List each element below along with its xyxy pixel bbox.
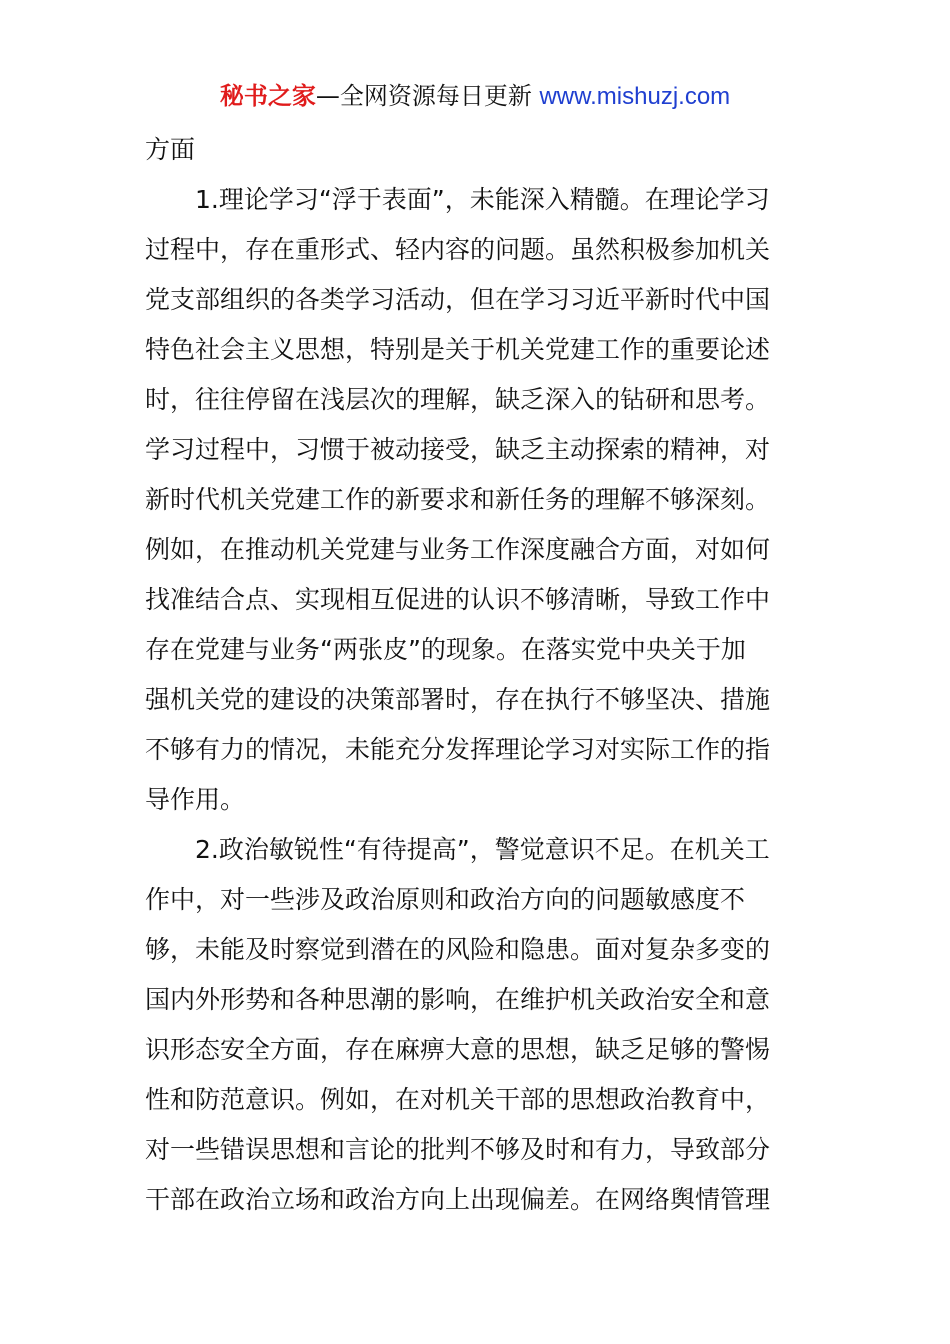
text-line: 时，往往停留在浅层次的理解，缺乏深入的钻研和思考。 — [145, 385, 771, 414]
text-line: 导作用。 — [145, 785, 246, 814]
text-line: 存在党建与业务“两张皮”的现象。在落实党中央关于加 — [145, 635, 746, 664]
text-line: 作中，对一些涉及政治原则和政治方向的问题敏感度不 — [145, 885, 746, 914]
text-line: 2.政治敏锐性“有待提高”，警觉意识不足。在机关工 — [145, 835, 770, 864]
text-line: 强机关党的建设的决策部署时，存在执行不够坚决、措施 — [145, 685, 771, 714]
site-url-link[interactable]: www.mishuzj.com — [539, 83, 731, 110]
text-line: 识形态安全方面，存在麻痹大意的思想，缺乏足够的警惕 — [145, 1035, 771, 1064]
text-line: 找准结合点、实现相互促进的认识不够清晰，导致工作中 — [145, 585, 771, 614]
text-line: 干部在政治立场和政治方向上出现偏差。在网络舆情管理 — [145, 1185, 771, 1214]
text-line: 1.理论学习“浮于表面”，未能深入精髓。在理论学习 — [145, 185, 770, 214]
site-tagline: —全网资源每日更新 — [315, 82, 540, 110]
text-line: 不够有力的情况，未能充分发挥理论学习对实际工作的指 — [145, 735, 771, 764]
text-line: 对一些错误思想和言论的批判不够及时和有力，导致部分 — [145, 1135, 771, 1164]
text-line: 国内外形势和各种思潮的影响，在维护机关政治安全和意 — [145, 985, 771, 1014]
text-line: 例如，在推动机关党建与业务工作深度融合方面，对如何 — [145, 535, 771, 564]
text-line: 学习过程中，习惯于被动接受，缺乏主动探索的精神，对 — [145, 435, 771, 464]
text-line: 性和防范意识。例如，在对机关干部的思想政治教育中， — [145, 1085, 771, 1114]
text-line: 特色社会主义思想，特别是关于机关党建工作的重要论述 — [145, 335, 771, 364]
text-line: 新时代机关党建工作的新要求和新任务的理解不够深刻。 — [145, 485, 771, 514]
document-body — [145, 125, 815, 1225]
text-line: 党支部组织的各类学习活动，但在学习习近平新时代中国 — [145, 285, 771, 314]
text-line: 过程中，存在重形式、轻内容的问题。虽然积极参加机关 — [145, 235, 771, 264]
site-brand: 秘书之家 — [219, 82, 316, 110]
text-line: 方面 — [145, 135, 196, 164]
text-line: 够，未能及时察觉到潜在的风险和隐患。面对复杂多变的 — [145, 935, 771, 964]
site-header — [0, 80, 950, 113]
